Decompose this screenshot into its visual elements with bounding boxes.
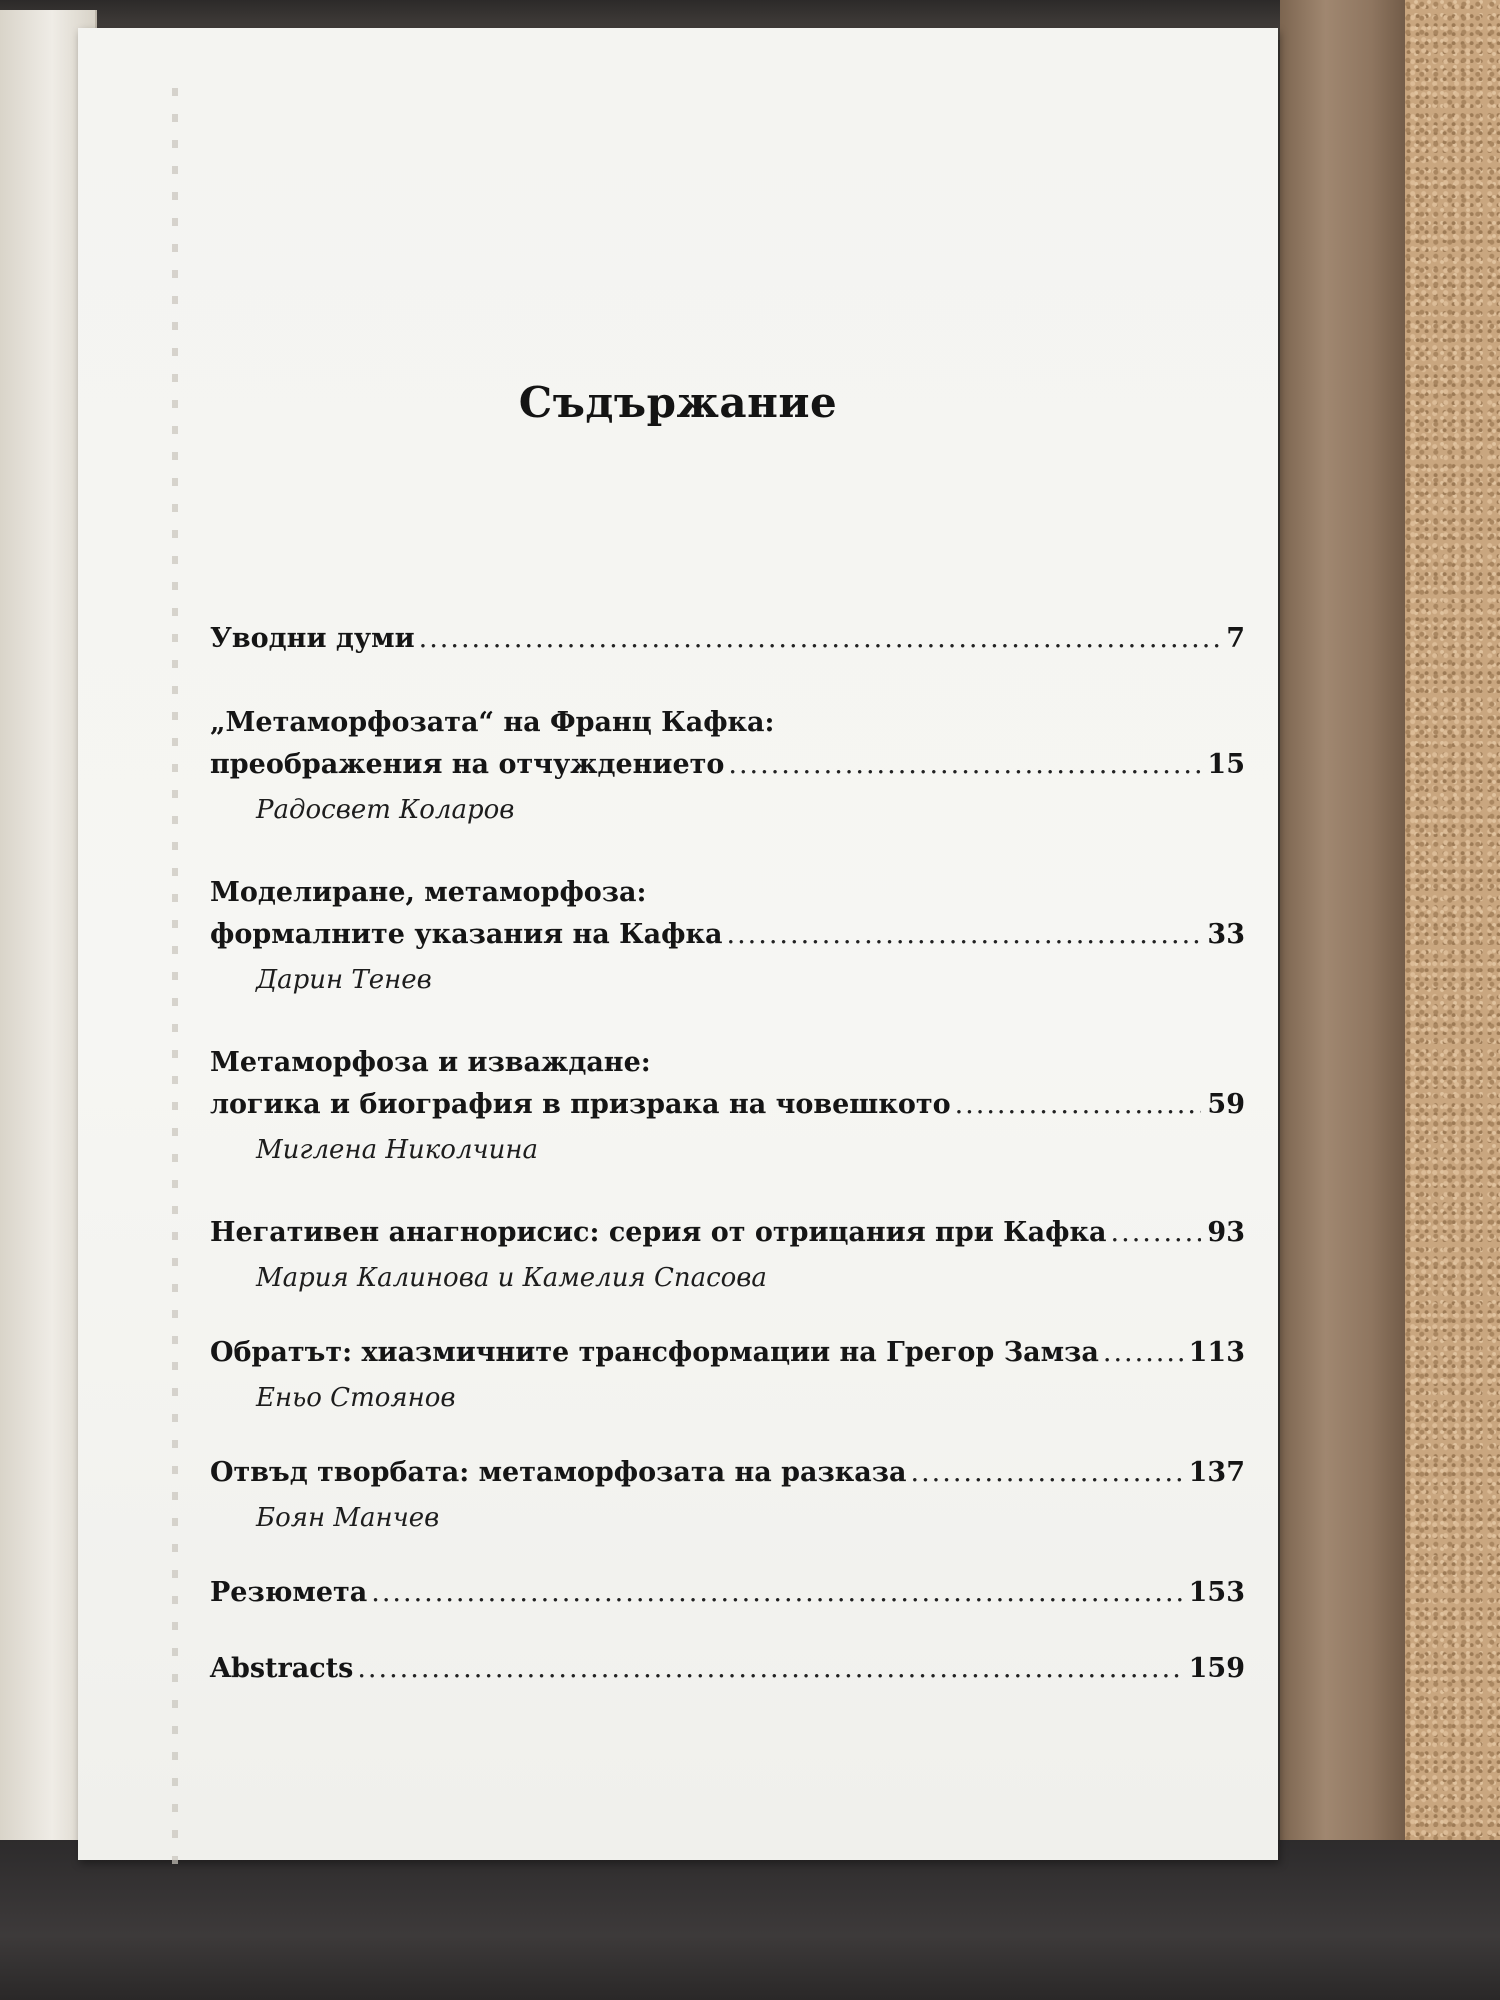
- toc-entry-author: Еньо Стоянов: [256, 1383, 456, 1413]
- toc-entry-line: [210, 1332, 1245, 1374]
- toc-entry-line: [210, 914, 1245, 956]
- toc-entry: [210, 702, 1245, 830]
- toc-entry-line: [210, 1648, 1245, 1690]
- toc-entry: [210, 1332, 1245, 1418]
- toc-entry-title: Abstracts: [210, 1653, 354, 1684]
- toc-entry-title: логика и биография в призрака на човешкото: [210, 1089, 951, 1120]
- toc-page-number: 113: [1188, 1337, 1245, 1368]
- toc-entry-line: [210, 744, 1245, 786]
- toc-entry: [210, 1452, 1245, 1538]
- toc-entry-author: Дарин Тенев: [256, 965, 432, 995]
- dot-leader: [1111, 1212, 1202, 1254]
- toc-page-number: 93: [1207, 1217, 1245, 1248]
- toc-entry-line: [210, 1572, 1245, 1614]
- toc-entry-title: Отвъд творбата: метаморфозата на разказа: [210, 1457, 907, 1488]
- toc-entry-line: [210, 1084, 1245, 1126]
- toc-entry: [210, 1212, 1245, 1298]
- toc-page-number: 159: [1188, 1653, 1245, 1684]
- toc-entry: [210, 1572, 1245, 1614]
- toc-entry-title: формалните указания на Кафка: [210, 919, 723, 950]
- toc-entry: [210, 872, 1245, 1000]
- toc-entry-line: [210, 618, 1245, 660]
- toc-entry-title: Обратът: хиазмичните трансформации на Грегор Замза: [210, 1337, 1099, 1368]
- toc-entry-title-line1: Метаморфоза и изваждане:: [210, 1047, 651, 1078]
- binding-stitch: [172, 88, 178, 1868]
- toc-page-number: 59: [1207, 1089, 1245, 1120]
- dot-leader: [419, 618, 1221, 660]
- book-page: [78, 28, 1278, 1860]
- page-title: Съдържание: [518, 378, 838, 427]
- toc-entry-author: Боян Манчев: [256, 1503, 440, 1533]
- toc-entry-title: преображения на отчуждението: [210, 749, 725, 780]
- toc-entry-title: Негативен анагнорисис: серия от отрицания при Кафка: [210, 1217, 1107, 1248]
- toc-entry-line: [210, 1452, 1245, 1494]
- cork-board-edge: [1405, 0, 1500, 1840]
- toc-page-number: 15: [1207, 749, 1245, 780]
- toc-entry-title-line1: Моделиране, метаморфоза:: [210, 877, 647, 908]
- toc-page-number: 7: [1226, 623, 1245, 654]
- toc-entry-title: Уводни думи: [210, 623, 415, 654]
- wooden-surface: [1280, 0, 1410, 1840]
- dot-leader: [357, 1648, 1182, 1690]
- dot-leader: [910, 1452, 1182, 1494]
- toc-entry-line: [210, 1212, 1245, 1254]
- shelf-bottom: [0, 1840, 1500, 2000]
- toc-page-number: 137: [1188, 1457, 1245, 1488]
- toc-entry: [210, 618, 1245, 660]
- toc-entry: [210, 1042, 1245, 1170]
- toc-page-number: 153: [1188, 1577, 1245, 1608]
- toc-entry-author: Мария Калинова и Камелия Спасова: [256, 1263, 767, 1293]
- toc-entry-title-line1: „Метаморфозата“ на Франц Кафка:: [210, 707, 775, 738]
- toc-page-number: 33: [1207, 919, 1245, 950]
- table-of-contents: [210, 618, 1245, 1724]
- dot-leader: [371, 1572, 1182, 1614]
- dot-leader: [1103, 1332, 1183, 1374]
- dot-leader: [727, 914, 1202, 956]
- toc-entry-author: Радосвет Коларов: [256, 795, 515, 825]
- toc-entry: [210, 1648, 1245, 1690]
- toc-entry-title: Резюмета: [210, 1577, 368, 1608]
- dot-leader: [728, 744, 1201, 786]
- dot-leader: [955, 1084, 1202, 1126]
- toc-entry-author: Миглена Николчина: [256, 1135, 539, 1165]
